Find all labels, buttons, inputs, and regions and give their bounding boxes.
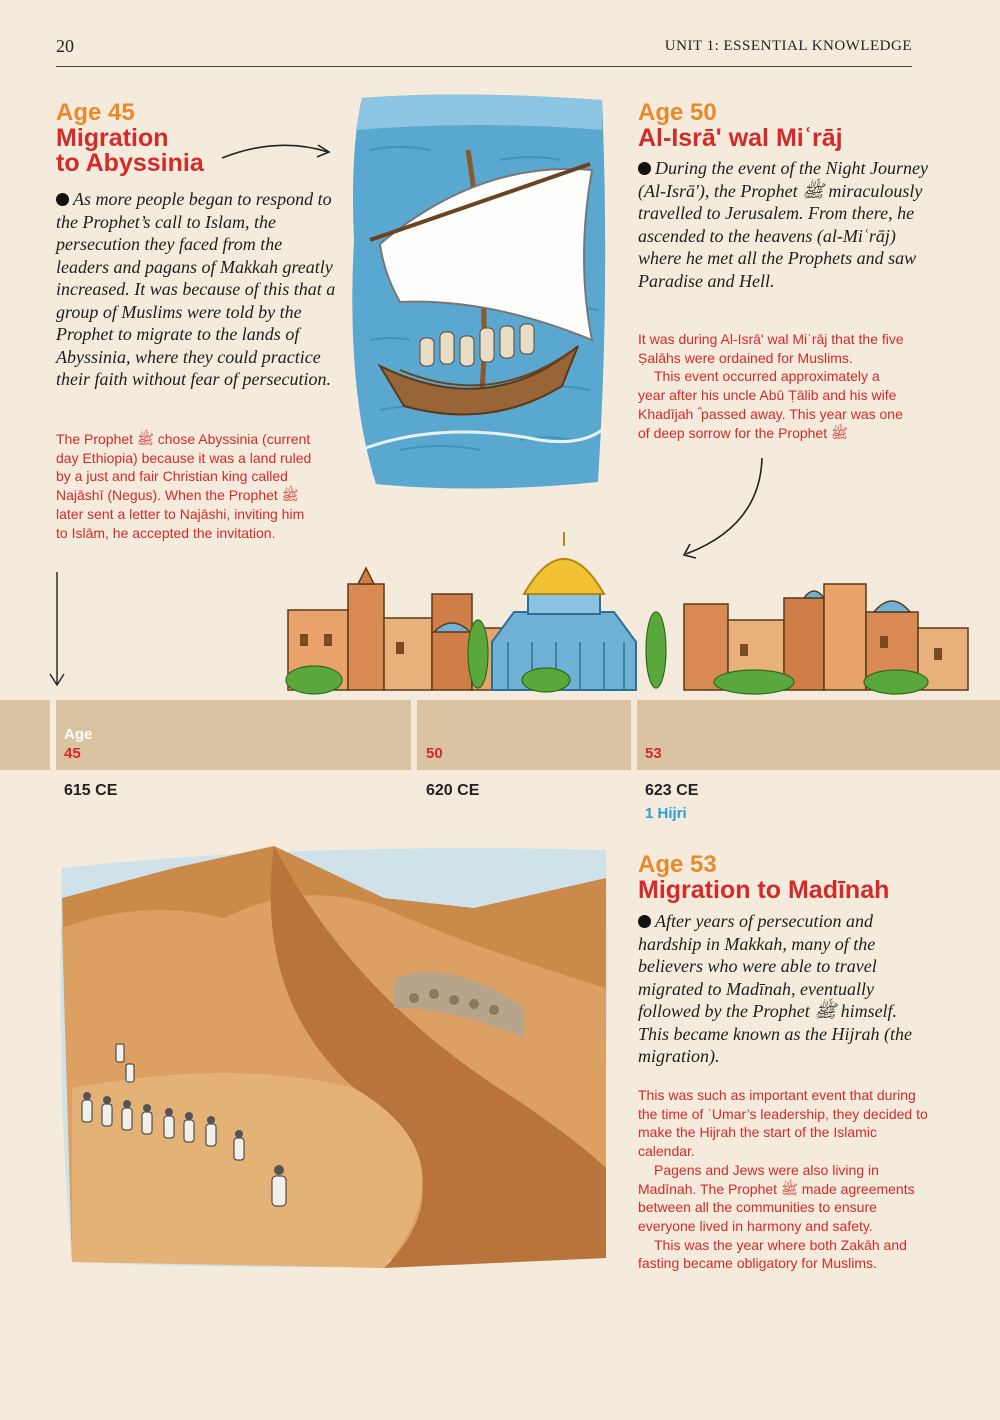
timeline-year: 615 CE: [64, 782, 118, 799]
isra-title: Al-Isrā' wal Miʿrāj: [638, 124, 843, 152]
header-divider: [56, 66, 912, 67]
abyssinia-title-line1: Migration: [56, 124, 169, 152]
isra-note-p2: This event occurred approximately a year after his uncle Abū Ṭālib and his wife Khadījah ؓ passed away. This year was one of deep sorrow for the Prophet ﷺ: [638, 368, 903, 441]
isra-body: During the event of the Night Journey (Al-Isrā'), the Prophet ﷺ miraculously travelled to Jerusalem. From there, he ascended to the heavens (al-Miʿrāj) where he met all the Prophets and saw Paradise and Hell.: [638, 158, 928, 291]
curved-arrow-icon: [218, 136, 336, 166]
timeline-year: 620 CE: [426, 782, 480, 799]
down-arrow-icon: [46, 570, 68, 690]
madinah-note: [638, 1086, 928, 1273]
madinah-note-p1: This was such as important event that during the time of ʿUmar’s leadership, they decided to make the Hijrah the start of the Islamic calendar.: [638, 1087, 928, 1160]
isra-note: [638, 330, 908, 442]
timeline-divider: [631, 700, 637, 770]
timeline-divider: [411, 700, 417, 770]
abyssinia-title-line2: to Abyssinia: [56, 149, 204, 177]
timeline-age: 45: [64, 745, 81, 762]
timeline-year: 623 CE: [645, 782, 699, 799]
age-53-heading: Age 53: [638, 851, 717, 878]
timeline-age-label: Age: [64, 726, 93, 743]
age-45-heading: Age 45: [56, 99, 135, 126]
abyssinia-body: As more people began to respond to the Prophet’s call to Islam, the persecution they faced from the leaders and pagans of Makkah greatly increased. It was because of this that a group of Muslims were told by the Prophet to migrate to the lands of Abyssinia, where they could practice their faith without fear of persecution.: [56, 189, 336, 389]
bullet-icon: [638, 915, 651, 928]
page-number: 20: [56, 36, 74, 56]
timeline-hijri: 1 Hijri: [645, 805, 687, 822]
abyssinia-note: The Prophet ﷺ chose Abyssinia (current day Ethiopia) because it was a land ruled by a just and fair Christian king called Najāshī (Negus). When the Prophet ﷺ later sent a letter to Najāshi, inviting him to Islām, he accepted the invitation.: [56, 431, 312, 541]
isra-note-p1: It was during Al-Isrā' wal Miʿrāj that the five Ṣalāhs were ordained for Muslims.: [638, 331, 904, 366]
timeline-age: 50: [426, 745, 443, 762]
age-50-heading: Age 50: [638, 99, 717, 126]
madinah-note-p2: Pagens and Jews were also living in Madīnah. The Prophet ﷺ made agreements between all the communities to ensure everyone lived in harmony and safety.: [638, 1161, 915, 1234]
desert-illustration: [54, 838, 614, 1274]
timeline-bar: [0, 700, 1000, 770]
bullet-icon: [56, 193, 69, 206]
madinah-body: After years of persecution and hardship in Makkah, many of the believers who were able to travel migrated to Madīnah, eventually followed by the Prophet ﷺ himself. This became known as the Hijrah (the migration).: [638, 911, 912, 1066]
jerusalem-illustration: [284, 524, 974, 696]
timeline-age: 53: [645, 745, 662, 762]
timeline-divider: [50, 700, 56, 770]
bullet-icon: [638, 162, 651, 175]
boat-illustration: [340, 90, 612, 496]
madinah-note-p3: This was the year where both Zakāh and fasting became obligatory for Muslims.: [638, 1236, 907, 1272]
madinah-title: Migration to Madīnah: [638, 876, 890, 904]
unit-title: UNIT 1: ESSENTIAL KNOWLEDGE: [664, 38, 912, 54]
